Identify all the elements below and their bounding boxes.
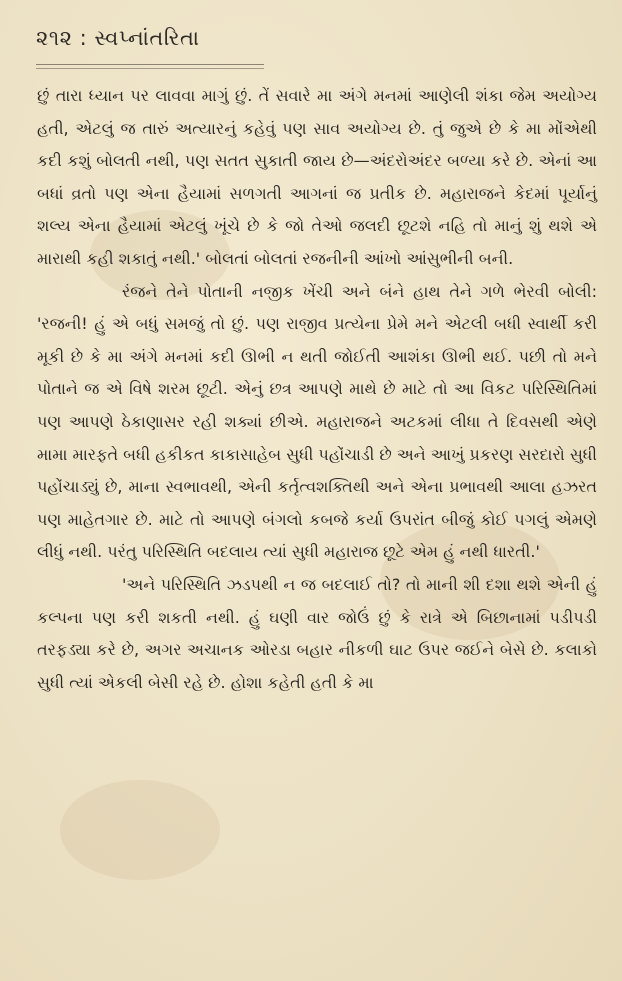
book-title: સ્વપ્નાંતરિતા bbox=[94, 26, 200, 50]
paragraph: છું તારા ધ્યાન પર લાવવા માગું છું. તેં સવારે મા અંગે મનમાં આણેલી શંકા જેમ અયોગ્ય હતી, એટલું જ તારું અત્યારનું કહેવું પણ સાવ અયોગ્ય છે. તું જુએ છે કે મા મોંએથી કદી કશું બોલતી નથી, પણ સતત સુકાતી જાય છે—અંદરોઅંદર બળ્યા કરે છે. એનાં આ બધાં વ્રતો પણ એના હૈયામાં સળગતી આગનાં જ પ્રતીક છે. મહારાજને કેદમાં પૂર્યાનું શલ્ય એના હૈયામાં એટલું ખૂંચે છે કે જો તેઓ જલદી છૂટશે નહિ તો માનું શું થશે એ મારાથી કહી શકાતું નથી.' બોલતાં બોલતાં રજનીની આંખો આંસુભીની બની. bbox=[37, 86, 597, 268]
running-header bbox=[36, 26, 200, 51]
header-separator: : bbox=[79, 26, 88, 50]
paper-stain bbox=[60, 780, 220, 880]
body-text bbox=[37, 80, 597, 699]
page-number: ૨૧૨ bbox=[36, 26, 73, 50]
paragraph: 'અને પરિસ્થિતિ ઝડપથી ન જ બદલાઈ તો? તો માની શી દશા થશે એની હું કલ્પના પણ કરી શકતી નથી. હું ઘણી વાર જોઉં છું કે રાત્રે એ બિછાનામાં પડીપડી તરફડ્યા કરે છે, અગર અચાનક ઓરડા બહાર નીકળી ઘાટ ઉપર જઈને બેસે છે. કલાકો સુધી ત્યાં એકલી બેસી રહે છે. હોશા કહેતી હતી કે મા bbox=[37, 574, 597, 692]
header-rule bbox=[36, 64, 264, 69]
paragraph: રંજને તેને પોતાની નજીક ખેંચી અને બંને હાથ તેને ગળે ભેરવી બોલી: 'રજની! હું એ બધું સમજું તો છું. પણ રાજીવ પ્રત્યેના પ્રેમે મને એટલી બધી સ્વાર્થી કરી મૂકી છે કે મા અંગે મનમાં કદી ઊભી ન થતી જોઈતી આશંકા ઊભી થઈ. પછી તો મને પોતાને જ એ વિષે શરમ છૂટી. એનું છત્ર આપણે માથે છે માટે તો આ વિકટ પરિસ્થિતિમાં પણ આપણે ઠેકાણાસર રહી શક્યાં છીએ. મહારાજને અટકમાં લીધા તે દિવસથી એણે મામા મારફતે બધી હકીકત કાકાસાહેબ સુધી પહોંચાડી છે અને આખું પ્રકરણ સરદારો સુધી પહોંચાડ્યું છે, માના સ્વભાવથી, એની કર્તૃત્વશક્તિથી અને એના પ્રભાવથી આલા હઝરત પણ માહેતગાર છે. માટે તો આપણે બંગલો કબજે કર્યા ઉપરાંત બીજું કોઈ પગલું એમણે લીધું નથી. પરંતુ પરિસ્થિતિ બદલાય ત્યાં સુધી મહારાજ છૂટે એમ હું નથી ધારતી.' bbox=[37, 281, 597, 562]
